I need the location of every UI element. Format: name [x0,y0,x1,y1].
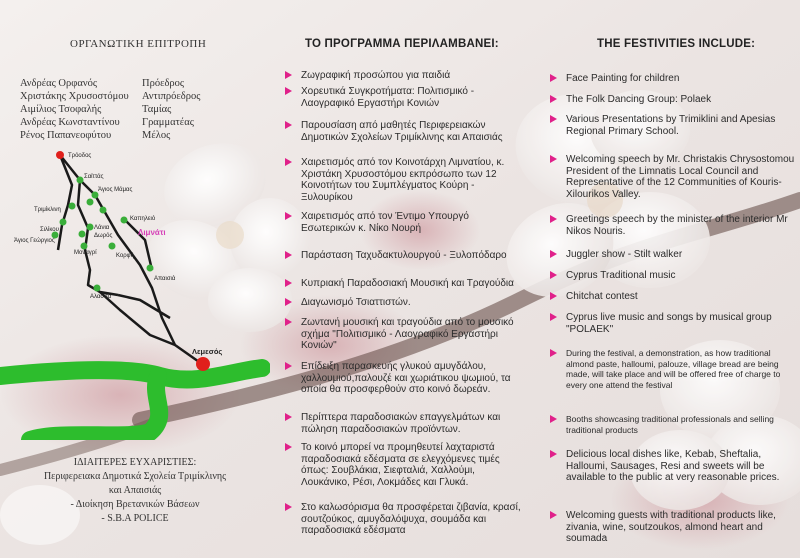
map-highway [0,368,262,380]
member-role: Ταμίας [142,104,172,115]
thanks-title: ΙΔΙΑΙΤΕΡΕΣ ΕΥΧΑΡΙΣΤΙΕΣ: [73,457,197,468]
map-label-troodos: Τρόοδος [68,153,92,159]
list-item: Delicious local dishes like, Kebab, Sheftalia, Halloumi, Sausages, Resi and sweets will be available to the public at very reasonable prices. [550,449,795,484]
festivities-title: THE FESTIVITIES INCLUDE: [597,38,756,50]
member-name: Ρένος Παπανεοφύτου [20,130,112,141]
village-marker [81,243,88,250]
list-item: Περίπτερα παραδοσιακών επαγγελμάτων και πώληση παραδοσιακών προϊόντων. [285,412,523,435]
committee-title: ΟΡΓΑΝΩΤΙΚΗ ΕΠΙΤΡΟΠΗ [70,38,207,50]
map-label-monagri: Μοναγρί [74,250,97,256]
bullet-arrow-icon [550,415,557,423]
village-marker [94,285,101,292]
map-label-kapileio: Καπηλειό [130,216,156,222]
bullet-arrow-icon [550,215,557,223]
limassol-marker [196,357,210,371]
list-item: The Folk Dancing Group: Polaek [550,94,795,106]
bullet-arrow-icon [550,349,557,357]
route-map [0,140,270,440]
map-label-korfi: Κορφή [116,253,134,259]
village-marker [121,217,128,224]
list-item: Το κοινό μπορεί να προμηθευτεί λαχταριστά παραδοσιακά εδέσματα σε ελεγχόμενες τιμές όπως: Σουβλάκια, Σιεφταλιά, Χαλλούμι, Λουκάνικο, Ρέσι, Λοκμάδες και Γλυκά. [285,442,523,488]
thanks-section [0,456,270,526]
list-item: Greetings speech by the minister of the interior Mr Nikos Nouris. [550,214,795,237]
village-marker [147,265,154,272]
list-item: Welcoming speech by Mr. Christakis Chrysostomou President of the Limnatis Local Council and Representative of the 12 Communities of Kouris-Xilourikos Valley. [550,154,795,200]
bullet-arrow-icon [550,511,557,519]
thanks-line: - Διοίκηση Βρετανικών Βάσεων [70,499,200,510]
list-item: Χορευτικά Συγκροτήματα: Πολιτισμικό - Λαογραφικό Εργαστήρι Κονιών [285,86,523,109]
bullet-arrow-icon [550,95,557,103]
bullet-arrow-icon [285,121,292,129]
program-title: ΤΟ ΠΡΟΓΡΑΜΜΑ ΠΕΡΙΛΑΜΒΑΝΕΙ: [305,38,499,50]
list-item: Επίδειξη παρασκευής γλυκού αμυγδάλου, χαλλουμιού,παλουζέ και χωριάτικου ψωμιού, τα οποία θα προσφερθούν στο κοινό δωρεάν. [285,361,523,396]
map-label-agios-mamas: Άγιος Μάμας [98,187,133,193]
map-highway [30,376,159,440]
list-item: Ζωντανή μουσική και τραγούδια από το μουσικό σχήμα "Πολιτισμικό - Λαογραφικό Εργαστήρι Κονιών" [285,317,523,352]
list-item: Booths showcasing traditional professionals and selling traditional products [550,414,795,435]
bullet-arrow-icon [285,71,292,79]
thanks-line: - S.B.A POLICE [101,513,169,524]
bullet-arrow-icon [285,279,292,287]
member-name: Ανδρέας Ορφανός [20,78,97,89]
bullet-arrow-icon [550,313,557,321]
bullet-arrow-icon [285,443,292,451]
list-item: Χαιρετισμός από τον Έντιμο Υπουργό Εσωτερικών κ. Νίκο Νουρή [285,211,523,234]
bullet-arrow-icon [285,413,292,421]
member-name: Χριστάκης Χρυσοστόμου [20,91,129,102]
list-item: Welcoming guests with traditional products like, zivania, wine, soutzoukos, almond heart and soumada [550,510,795,545]
map-label-agios-georgios: Άγιος Γεώργιος [14,238,55,244]
bullet-arrow-icon [550,292,557,300]
map-label-saittas: Σαϊττάς [84,174,104,180]
list-item: Κυπριακή Παραδοσιακή Μουσική και Τραγούδια [285,278,523,290]
village-marker [87,199,94,206]
bullet-arrow-icon [285,318,292,326]
list-item: During the festival, a demonstration, as how traditional almond paste, halloumi, palouze, village bread are being made, will take place and will be offered free of charge to every one attend the festival [550,348,795,390]
bullet-arrow-icon [285,251,292,259]
list-item: Various Presentations by Trimiklini and Apesias Regional Primary School. [550,114,795,137]
bullet-arrow-icon [550,74,557,82]
member-role: Γραμματέας [142,117,194,128]
troodos-marker [56,151,64,159]
bullet-arrow-icon [285,362,292,370]
map-label-apaisia: Απαισιά [154,276,176,282]
left-column [0,0,270,558]
list-item: Παρουσίαση από μαθητές Περιφερειακών Δημοτικών Σχολείων Τριμίκλινης και Απαισιάς [285,120,523,143]
bullet-arrow-icon [550,271,557,279]
village-marker [87,224,94,231]
bullet-arrow-icon [550,155,557,163]
program-column [270,0,535,558]
bullet-arrow-icon [285,212,292,220]
member-role: Μέλος [142,130,171,141]
village-marker [60,219,67,226]
map-label-silikou: Σιλίκου [40,227,59,233]
map-label-limnati: Λιμνάτι [138,228,166,237]
bullet-arrow-icon [285,298,292,306]
list-item: Διαγωνισμό Τσιαττιστών. [285,297,523,309]
list-item: Juggler show - Stilt walker [550,249,795,261]
map-label-doros: Δωρός [94,233,113,239]
map-label-lania: Λάνια [94,225,110,231]
member-role: Αντιπρόεδρος [142,91,201,102]
bullet-arrow-icon [550,250,557,258]
member-name: Ανδρέας Κωνσταντίνου [20,117,120,128]
festivities-column [535,0,800,558]
village-marker [77,177,84,184]
bullet-arrow-icon [285,87,292,95]
village-marker [69,203,76,210]
list-item: Cyprus Traditional music [550,270,795,282]
thanks-line: και Απαισιάς [108,485,162,496]
village-marker [109,243,116,250]
list-item: Chitchat contest [550,291,795,303]
bullet-arrow-icon [285,158,292,166]
bullet-arrow-icon [285,503,292,511]
map-label-trimiklini: Τριμίκλινη [34,207,61,213]
list-item: Face Painting for children [550,73,795,85]
list-item: Στο καλωσόρισμα θα προσφέρεται ζιβανία, κρασί, σουτζούκος, αμυγδαλόψυχα, σουμάδα και παραδοσιακά εδέσματα [285,502,523,537]
member-name: Αιμίλιος Τσοφαλής [20,104,102,115]
thanks-line: Περιφερειακα Δημοτικά Σχολεία Τριμίκλινης [43,471,227,482]
village-marker [79,231,86,238]
member-role: Πρόεδρος [142,78,185,89]
bullet-arrow-icon [550,115,557,123]
list-item: Χαιρετισμός από τον Κοινοτάρχη Λιμνατίου, κ. Χριστάκη Χρυσοστόμου εκπρόσωπο των 12 Κοινοτήτων του Συμπλέγματος Κούρη - Ξυλουρίκου [285,157,523,203]
map-label-alassa: Αλασσα [90,294,112,300]
map-label-limassol: Λεμεσός [192,347,223,356]
list-item: Ζωγραφική προσώπου για παιδιά [285,70,523,82]
list-item: Παράσταση Ταχυδακτυλουργού - Ξυλοπόδαρο [285,250,523,262]
bullet-arrow-icon [550,450,557,458]
list-item: Cyprus live music and songs by musical group "POLAEK" [550,312,795,335]
